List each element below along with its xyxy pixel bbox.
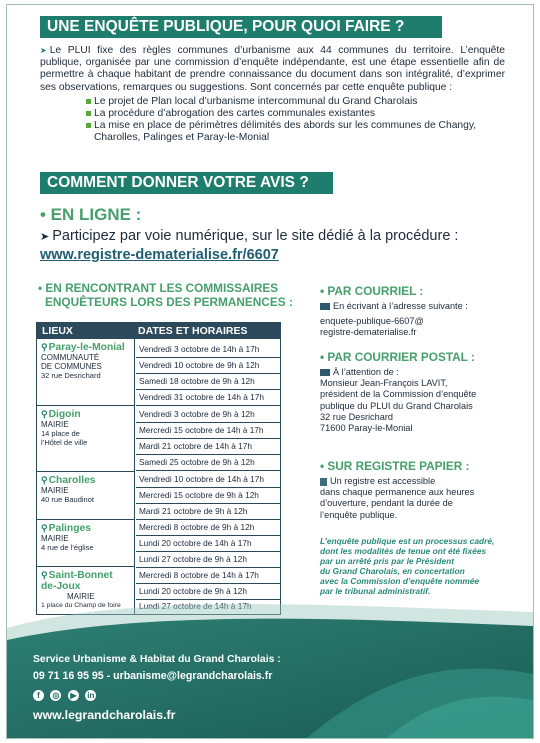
note-line: par un arrêté pris par le Président [320,556,455,566]
permanences-heading [38,282,308,309]
registre-line: d’ouverture, pendant la durée de [320,498,453,509]
slot-cell: Mercredi 8 octobre de 14h à 17h [136,568,281,584]
facebook-icon[interactable]: f [33,690,44,701]
intro-block [40,45,505,145]
slot-cell: Vendredi 31 octobre de 14h à 17h [136,390,281,406]
lieu-cell [37,406,135,472]
registre-line: l’enquête publique. [320,509,398,520]
slot-cell: Mercredi 15 octobre de 9h à 12h [136,488,281,504]
pin-icon: ⚲ [41,409,48,419]
slot-cell: Vendredi 10 octobre de 14h à 17h [136,472,281,488]
intro-paragraph [40,45,505,94]
slot-cell: Samedi 18 octobre de 9h à 12h [136,374,281,390]
arrow-icon: ➤ [40,46,47,55]
slot-cell: Mardi 21 octobre de 14h à 17h [136,439,281,455]
pin-icon: ⚲ [41,570,48,580]
registre-link[interactable]: www.registre-dematerialise.fr/6607 [40,247,279,263]
arrow-icon: ➤ [40,231,50,243]
lieu-line: 1 place du Champ de foire [41,602,121,609]
lieu-line: MAIRIE [41,420,69,429]
footer-contact[interactable]: 09 71 16 95 95 - urbanisme@legrandcharolais.fr [33,670,273,682]
social-icons [33,690,98,702]
registre-block [320,459,520,521]
note-line: du Grand Charolais, en concertation [320,566,465,576]
concerned-list [86,96,505,145]
col-dates: DATES ET HORAIRES [138,325,248,337]
lieu-line: 14 place de [41,429,80,438]
footer-website[interactable]: www.legrandcharolais.fr [33,708,176,722]
lieu-line: 40 rue Baudinot [41,495,94,504]
lieu-line: MAIRIE [41,534,69,543]
registre-line [320,476,520,487]
youtube-icon[interactable]: ▶ [68,690,79,701]
section-title-avis: COMMENT DONNER VOTRE AVIS ? [40,172,333,194]
slot-cell: Lundi 20 octobre de 9h à 12h [136,584,281,600]
slot-cell: Lundi 27 octobre de 14h à 17h [139,601,252,611]
lieu-name-text: de-Joux [41,581,81,592]
slot-cell: Vendredi 10 octobre de 9h à 12h [136,358,281,374]
slot-cell: Samedi 25 octobre de 9h à 12h [136,455,281,471]
slot-cell: Lundi 27 octobre de 9h à 12h [136,552,281,568]
courriel-block [320,284,520,339]
lieu-line: MAIRIE [67,592,95,601]
lieu-name-text: Charolles [48,475,96,486]
lieu-line: l’Hôtel de ville [41,438,88,447]
pin-icon: ⚲ [41,475,48,485]
slot-cell: Vendredi 3 octobre de 14h à 17h [136,342,281,358]
lieu-name [41,570,134,581]
list-item: La procédure d’abrogation des cartes communales existantes [86,108,505,120]
lieu-line: 4 rue de l’église [41,543,94,552]
courrier-block [320,350,520,434]
pin-icon: ⚲ [41,523,48,533]
section-title-enquete: UNE ENQUÊTE PUBLIQUE, POUR QUOI FAIRE ? [40,16,442,38]
lieu-cell [37,472,135,520]
linkedin-icon[interactable]: in [87,691,95,700]
courrier-line: Monsieur Jean-François LAVIT, [320,378,448,389]
note-line: dont les modalités de tenue ont été fixées [320,546,487,556]
lieu-name-text: Palinges [48,523,91,534]
note-line: par le tribunal administratif. [320,586,431,596]
lieu-line: DE COMMUNES [41,362,102,371]
lieu-line: MAIRIE [41,486,69,495]
courrier-line [320,367,520,378]
permanences-table [36,322,281,615]
permanences-heading-line2: ENQUÊTEURS LORS DES PERMANENCES : [45,294,293,309]
slot-cell: Lundi 20 octobre de 14h à 17h [136,536,281,552]
courriel-email-line2[interactable]: registre-dematerialise.fr [320,327,417,338]
slot-cell: Vendredi 3 octobre de 9h à 12h [136,407,281,423]
online-text-label: Participez par voie numérique, sur le site dédié à la procédure : [52,228,459,244]
registre-line-text: Un registre est accessible [330,476,436,486]
list-item: Le projet de Plan local d’urbanisme intercommunal du Grand Charolais [86,96,505,108]
registre-heading: • SUR REGISTRE PAPIER : [320,459,470,473]
courrier-line-text: À l’attention de : [333,367,399,377]
slot-cell: Mercredi 8 octobre de 9h à 12h [136,520,281,536]
slot-cell: Mercredi 15 octobre de 14h à 17h [136,423,281,439]
intro-text: Le PLUI fixe des règles communes d’urbanisme aux 44 communes du territoire. L’enquête publique, organisée par une commission d’enquête indépendante, est une étape essentielle afin de permettre à chaque habitant de prendre connaissance du document dans son intégralité, d’exprimer ses observations, remarques ou suggestions. Sont concernés par cette enquête publique : [40,45,505,93]
table-header [37,323,280,339]
list-item: La mise en place de périmètres délimités des abords sur les communes de Changy, Charolles, Palinges et Paray-le-Monial [86,120,505,144]
instagram-icon[interactable]: ◎ [50,690,61,701]
col-lieux: LIEUX [42,325,73,337]
lieu-name-text: Saint-Bonnet [48,570,113,581]
envelope-icon [320,303,330,310]
note-line: avec la Commission d’enquête nommée [320,576,480,586]
permanences-heading-line1: • EN RENCONTRANT LES COMMISSAIRES [38,281,279,295]
courriel-text-label: En écrivant à l’adresse suivante : [333,301,468,311]
courrier-line: président de la Commission d’enquête [320,389,477,400]
lieu-line: COMMUNAUTÉ [41,353,100,362]
online-heading: • EN LIGNE : [40,205,142,224]
footer-title: Service Urbanisme & Habitat du Grand Charolais : [33,654,281,665]
document-icon [320,478,327,486]
lieu-name [41,342,134,353]
courrier-line: 32 rue Desrichard [320,411,394,422]
lieu-name [41,523,134,534]
courrier-heading: • PAR COURRIER POSTAL : [320,350,475,364]
slot-cell: Mardi 21 octobre de 9h à 12h [136,504,281,520]
note-line: L’enquête publique est un processus cadré, [320,536,495,546]
courriel-email-line1[interactable]: enquete-publique-6607@ [320,316,424,327]
lieu-name-text: Paray-le-Monial [48,342,125,353]
pin-icon: ⚲ [41,342,48,352]
lieu-cell [37,520,135,567]
online-text [40,228,458,244]
courrier-line: publique du PLUI du Grand Charolais [320,400,473,411]
lieu-name-text: Digoin [48,409,81,420]
courriel-text [320,301,520,312]
lieu-line: 32 rue Desrichard [41,371,101,380]
legal-note [320,536,518,596]
courrier-line: 71600 Paray-le-Monial [320,423,413,434]
lieu-cell [37,339,135,406]
lieu-name [41,409,134,420]
courriel-heading: • PAR COURRIEL : [320,284,424,298]
registre-line: dans chaque permanence aux heures [320,487,475,498]
envelope-icon [320,369,330,376]
lieu-name [41,475,134,486]
